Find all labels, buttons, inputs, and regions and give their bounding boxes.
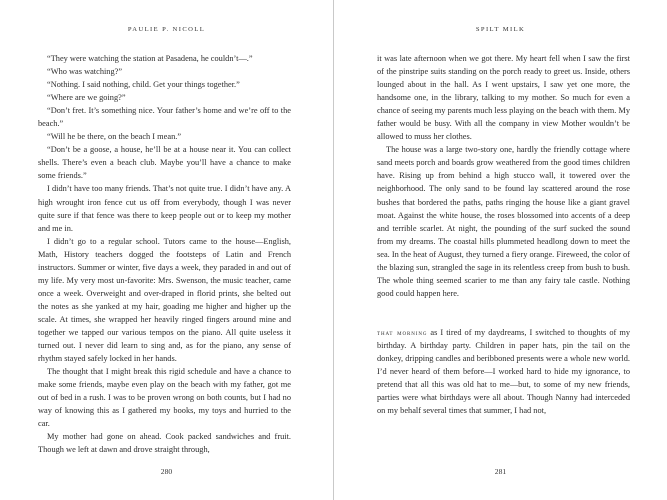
running-head-left: PAULIE P. NICOLL — [127, 26, 206, 33]
paragraph: The thought that I might break this rigid schedule and have a chance to make some friends, maybe even play on the beach with my father, got me out of bed in a rush. I was to be proven wrong on both counts, but I had no way of knowing this as I gathered my books, my toys and hurried to the car. — [38, 367, 291, 429]
paragraph: “Don’t fret. It’s something nice. Your father’s home and we’re off to the beach.” — [38, 106, 291, 129]
left-page — [0, 0, 333, 500]
paragraph: “Who was watching?” — [47, 67, 123, 77]
paragraph: it was late afternoon when we got there. My heart fell when I saw the first of the pinstripe suits standing on the porch ready to greet us. Inside, others lounged about in the hall. As I went upstairs, I saw yet one more, the handsome one, in the library, talking to my mother. So much for even a chance of seeing my parents much less playing on the beach with them. My father would be busy. With all the company in view Mother wouldn’t be allowed to muss her clothes. — [377, 54, 630, 142]
right-page — [334, 0, 667, 500]
page-number-left: 280 — [160, 467, 173, 476]
page-number-right: 281 — [494, 467, 507, 476]
section-text: as I tired of my daydreams, I switched to thoughts of my birthday. A birthday party. Children in paper hats, pin the tail on the donkey, dripping candles and beribboned presents were a whole new world. I’d never heard of them before—I worked hard to hide my ignorance, to pretend that all this was old hat to me—but, to some of my new friends, parties were what birthdays were all about. Though Nanny had interceded on my behalf several times that summer, I had not, — [377, 327, 630, 416]
paragraph: The house was a large two-story one, hardly the friendly cottage where sand meets porch and boards grow weathered from the good times children have. Rising up from behind a high stucco wall, it towered over the neighborhood. The only sand to be found lay scattered around the rose bushes that bordered the paths, paths ringing the house like a giant gravel moat. Against the white house, the roses blossomed into accents of a deep and terrible scarlet. At night, the pounding of the surf sucked the sound from my dreams. The coastal hills plummeted headlong down to meet the sea. In the heat of August, they turned a fiery orange. Fireweed, the color of the blazing sun, strangled the sage in its relentless creep from bush to bush. The whole thing seemed scarier to me than any fairy tale castle. Nothing good could happen here. — [377, 145, 631, 298]
paragraph: I didn’t have too many friends. That’s not quite true. I didn’t have any. A high wrought iron fence cut us off from everybody, though I was never quite sure if that fence was there to keep people out or to keep my mother and me in. — [38, 184, 291, 233]
section-paragraph — [377, 326, 630, 417]
paragraph: “Nothing. I said nothing, child. Get your things together.” — [47, 80, 240, 90]
right-page-body — [377, 52, 630, 417]
paragraph: “Where are we going?” — [47, 93, 126, 103]
paragraph: “They were watching the station at Pasadena, he couldn’t—.” — [47, 54, 253, 63]
running-head-right: SPILT MILK — [475, 26, 526, 33]
paragraph: “Will he be there, on the beach I mean.” — [47, 132, 182, 142]
left-page-body — [38, 52, 291, 456]
paragraph: My mother had gone on ahead. Cook packed sandwiches and fruit. Though we left at dawn and drove straight through, — [38, 432, 291, 455]
paragraph: “Don’t be a goose, a house, he’ll be at a house near it. You can collect shells. There’s even a beach club. Maybe you’ll have a chance to make some friends.” — [38, 145, 291, 181]
section-lead-in: that morning — [377, 327, 428, 337]
paragraph: I didn’t go to a regular school. Tutors came to the house—English, Math, History teachers dogged the footsteps of Latin and French instructors. Summer or winter, five days a week, they paraded in and out of my life. My very most un-favorite: Mrs. Swenson, the music teacher, came once a week. Overweight and over-draped in florid prints, she belted out the notes as she yanked at my hair, goading me higher and higher up the scale. At times, she wrapped her heavily ringed fingers around mine and together we tapped our various tempos on the piano. All quite useless it turned out. I never did learn to sing and, as for the piano, any sense of rhythm stayed safely locked in her hands. — [38, 236, 291, 364]
